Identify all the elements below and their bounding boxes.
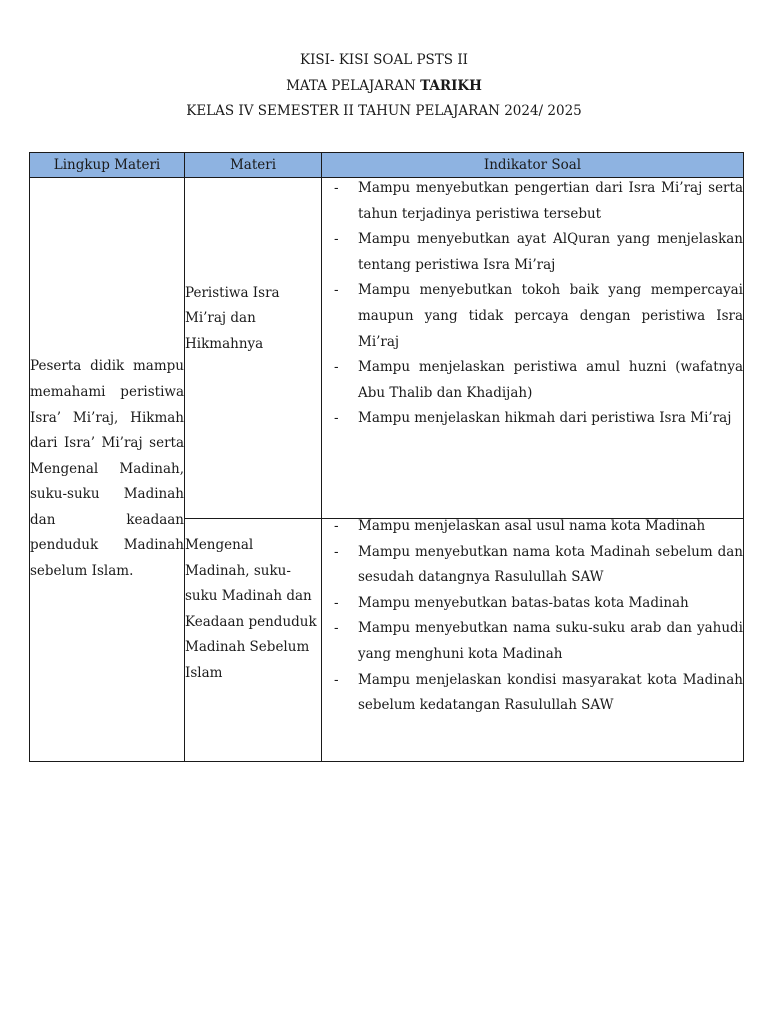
column-header-indikator-soal: Indikator Soal <box>322 153 744 178</box>
indikator-cell <box>322 519 744 762</box>
indikator-item: - Mampu menyebutkan pengertian dari Isra Mi’raj serta tahun terjadinya peristiwa tersebut <box>322 176 743 227</box>
table-row <box>30 178 744 519</box>
column-header-materi: Materi <box>185 153 322 178</box>
column-header-lingkup-materi: Lingkup Materi <box>30 153 185 178</box>
indikator-cell <box>322 178 744 519</box>
document-title: KISI- KISI SOAL PSTS II <box>299 52 468 68</box>
materi-cell <box>185 519 322 762</box>
materi-cell <box>185 178 322 519</box>
indikator-item: - Mampu menyebutkan batas-batas kota Madinah <box>322 591 743 617</box>
lingkup-materi-text: Peserta didik mampu memahami peristiwa Isra’ Mi’raj, Hikmah dari Isra’ Mi’raj serta Mengenal Madinah, suku-suku Madinah dan keadaan penduduk Madinah sebelum Islam. <box>30 358 184 580</box>
materi-text: Mengenal Madinah, suku-suku Madinah dan Keadaan penduduk Madinah Sebelum Islam <box>185 537 317 681</box>
lingkup-materi-cell <box>30 178 185 762</box>
indikator-item: - Mampu menyebutkan ayat AlQuran yang menjelaskan tentang peristiwa Isra Mi’raj <box>322 227 743 278</box>
indikator-item: - Mampu menyebutkan nama kota Madinah sebelum dan sesudah datangnya Rasulullah SAW <box>322 540 743 591</box>
materi-text: Peristiwa Isra Mi’raj dan Hikmahnya <box>185 284 280 352</box>
table-header-row <box>30 153 744 178</box>
indikator-item: - Mampu menyebutkan nama suku-suku arab dan yahudi yang menghuni kota Madinah <box>322 616 743 667</box>
indikator-item: - Mampu menjelaskan peristiwa amul huzni (wafatnya Abu Thalib dan Khadijah) <box>322 355 743 406</box>
indikator-list <box>322 514 743 719</box>
subject-line <box>0 77 768 95</box>
indikator-item: - Mampu menjelaskan asal usul nama kota Madinah <box>322 514 743 540</box>
kisi-kisi-table <box>29 152 744 762</box>
subject-prefix: MATA PELAJARAN <box>286 78 421 94</box>
indikator-item: - Mampu menjelaskan kondisi masyarakat kota Madinah sebelum kedatangan Rasulullah SAW <box>322 668 743 719</box>
indikator-list <box>322 176 743 432</box>
indikator-item: - Mampu menjelaskan hikmah dari peristiwa Isra Mi’raj <box>322 406 743 432</box>
class-semester-line: KELAS IV SEMESTER II TAHUN PELAJARAN 2024/ 2025 <box>186 103 582 119</box>
subject-name: TARIKH <box>420 78 482 94</box>
indikator-item: - Mampu menyebutkan tokoh baik yang mempercayai maupun yang tidak percaya dengan peristiwa Isra Mi’raj <box>322 278 743 355</box>
